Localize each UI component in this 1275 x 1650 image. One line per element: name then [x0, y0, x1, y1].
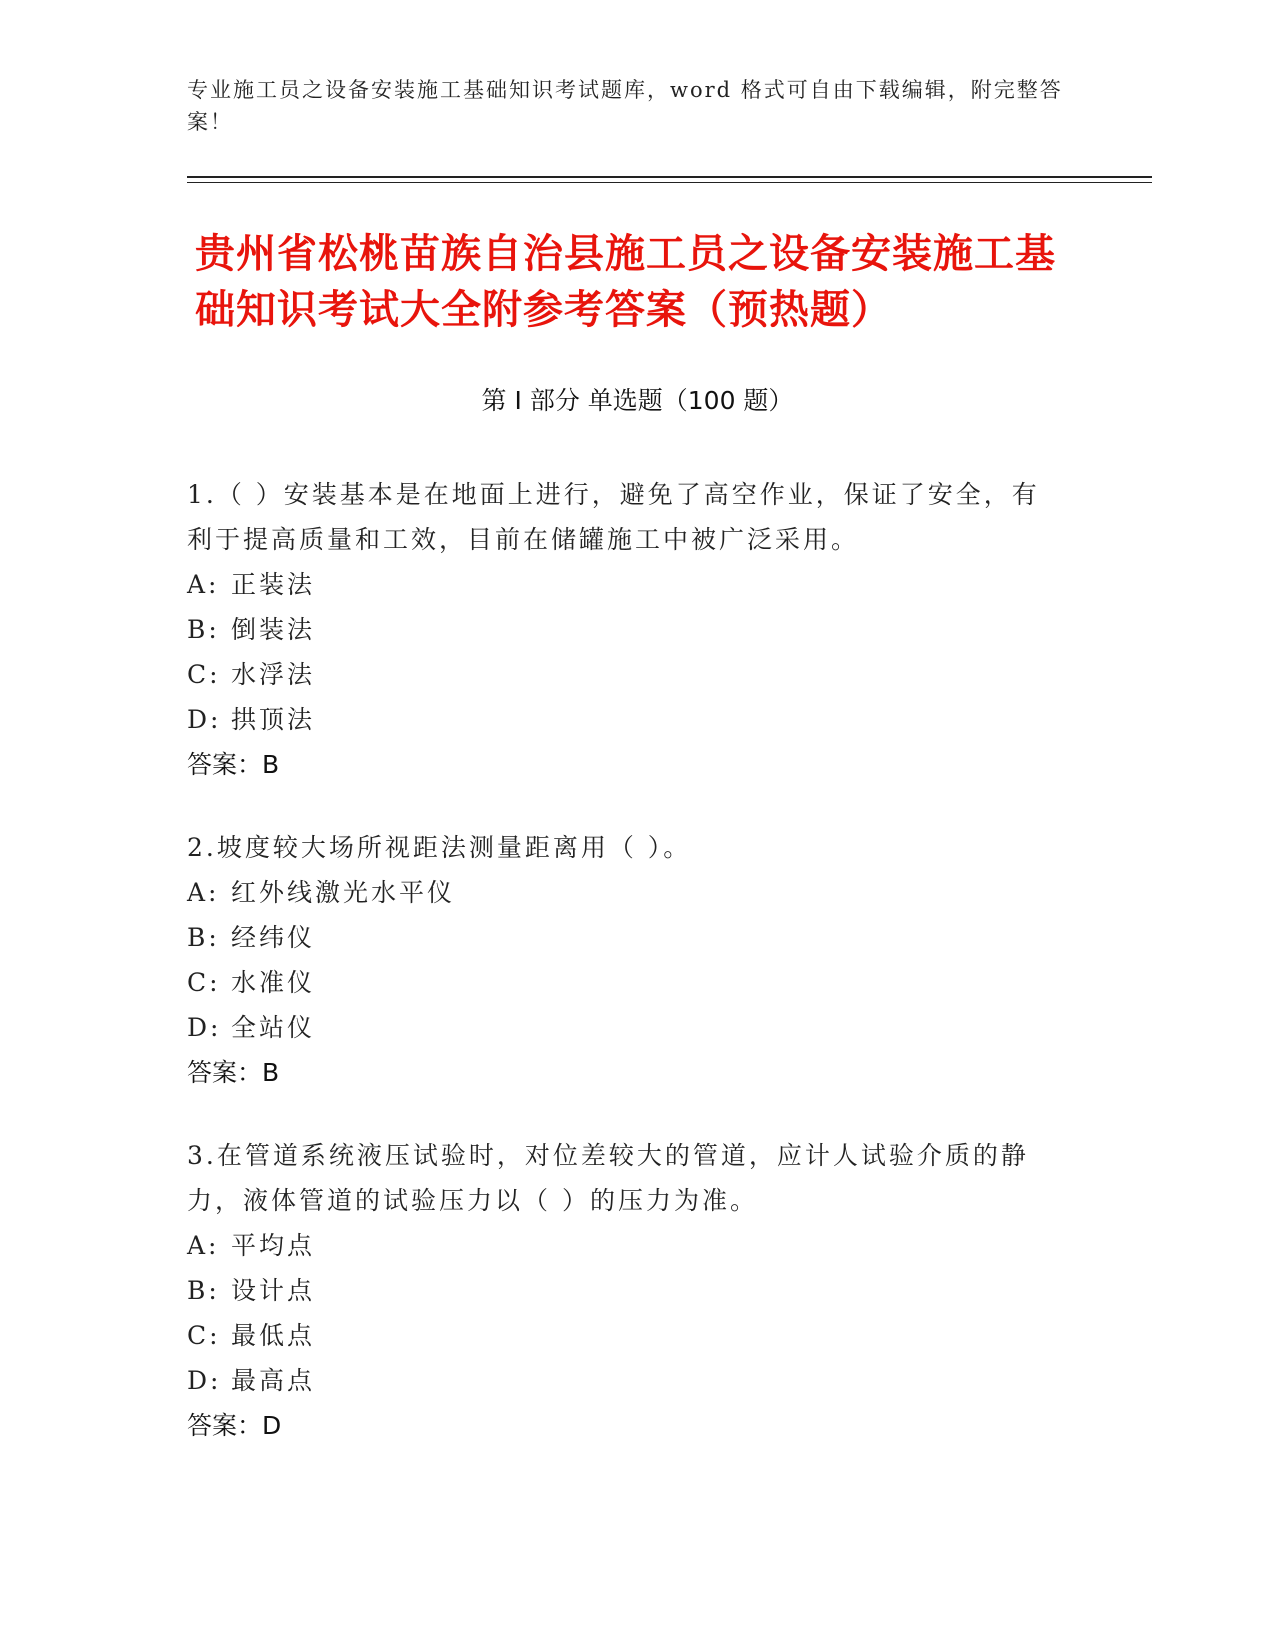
option-letter: D: [187, 1366, 222, 1395]
question-2 [187, 825, 1067, 1095]
header-rule-thick [187, 176, 1152, 178]
option-letter: D: [187, 1013, 222, 1042]
option-text: 最低点 [231, 1321, 316, 1350]
question-text: 2.坡度较大场所视距法测量距离用（ ）。 [187, 833, 692, 862]
section-title: 第 I 部分 单选题（100 题） [481, 386, 794, 415]
question-text: 3.在管道系统液压试验时，对位差较大的管道，应计人试验介质的静力，液体管道的试验压力以（ ）的压力为准。 [187, 1141, 1029, 1215]
option-text: 水准仪 [231, 968, 316, 997]
option-text: 全站仪 [231, 1013, 316, 1042]
option-letter: D: [187, 705, 222, 734]
option-a [187, 562, 1067, 607]
option-text: 红外线激光水平仪 [231, 878, 456, 907]
option-letter: C: [187, 660, 221, 689]
question-3 [187, 1133, 1067, 1448]
option-letter: A: [187, 570, 220, 599]
option-letter: B: [187, 1276, 220, 1305]
document-title: 贵州省松桃苗族自治县施工员之设备安装施工基础知识考试大全附参考答案（预热题） [195, 231, 1056, 333]
option-text: 拱顶法 [231, 705, 316, 734]
question-text: 1.（ ）安装基本是在地面上进行，避免了高空作业，保证了安全，有利于提高质量和工效，目前在储罐施工中被广泛采用。 [187, 480, 1040, 554]
option-text: 平均点 [231, 1231, 316, 1260]
option-text: 设计点 [231, 1276, 316, 1305]
question-1 [187, 472, 1067, 787]
option-d [187, 1358, 1067, 1403]
question-list [187, 472, 1067, 1486]
option-letter: B: [187, 923, 220, 952]
option-a [187, 1223, 1067, 1268]
answer-text: 答案：B [187, 1058, 280, 1087]
option-c [187, 960, 1067, 1005]
option-b [187, 1268, 1067, 1313]
option-text: 最高点 [231, 1366, 316, 1395]
option-c [187, 652, 1067, 697]
answer-text: 答案：B [187, 750, 280, 779]
option-a [187, 870, 1067, 915]
header-rule-thin [187, 182, 1152, 183]
option-letter: C: [187, 1321, 221, 1350]
option-text: 倒装法 [231, 615, 316, 644]
option-text: 正装法 [231, 570, 316, 599]
option-b [187, 607, 1067, 652]
option-letter: C: [187, 968, 221, 997]
answer-text: 答案：D [187, 1411, 282, 1440]
option-text: 水浮法 [231, 660, 316, 689]
option-c [187, 1313, 1067, 1358]
option-letter: B: [187, 615, 220, 644]
header-note: 专业施工员之设备安装施工基础知识考试题库，word 格式可自由下载编辑，附完整答案！ [187, 78, 1063, 134]
option-text: 经纬仪 [231, 923, 316, 952]
option-letter: A: [187, 1231, 220, 1260]
option-letter: A: [187, 878, 220, 907]
option-b [187, 915, 1067, 960]
option-d [187, 1005, 1067, 1050]
option-d [187, 697, 1067, 742]
